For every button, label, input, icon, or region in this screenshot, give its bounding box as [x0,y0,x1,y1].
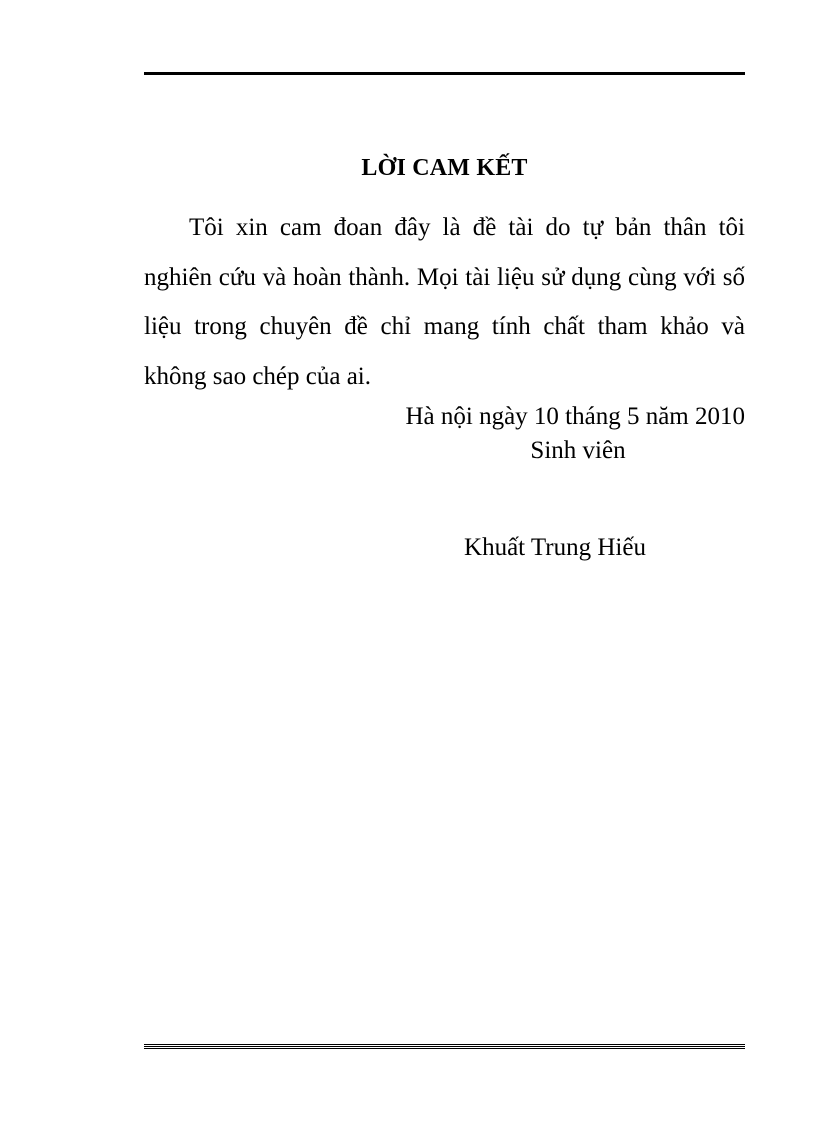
commitment-paragraph: Tôi xin cam đoan đây là đề tài do tự bản thân tôi nghiên cứu và hoàn thành. Mọi tài liệu sử dụng cùng với số liệu trong chuyên đề chỉ mang tính chất tham khảo và không sao chép của ai. [144,214,745,390]
footer-rule [144,1044,745,1050]
signer-role: Sinh viên [530,437,626,464]
signer-name: Khuất Trung Hiếu [464,534,646,561]
header-rule [144,72,745,75]
date-line: Hà nội ngày 10 tháng 5 năm 2010 [405,403,745,430]
page-title: LỜI CAM KẾT [361,155,528,181]
